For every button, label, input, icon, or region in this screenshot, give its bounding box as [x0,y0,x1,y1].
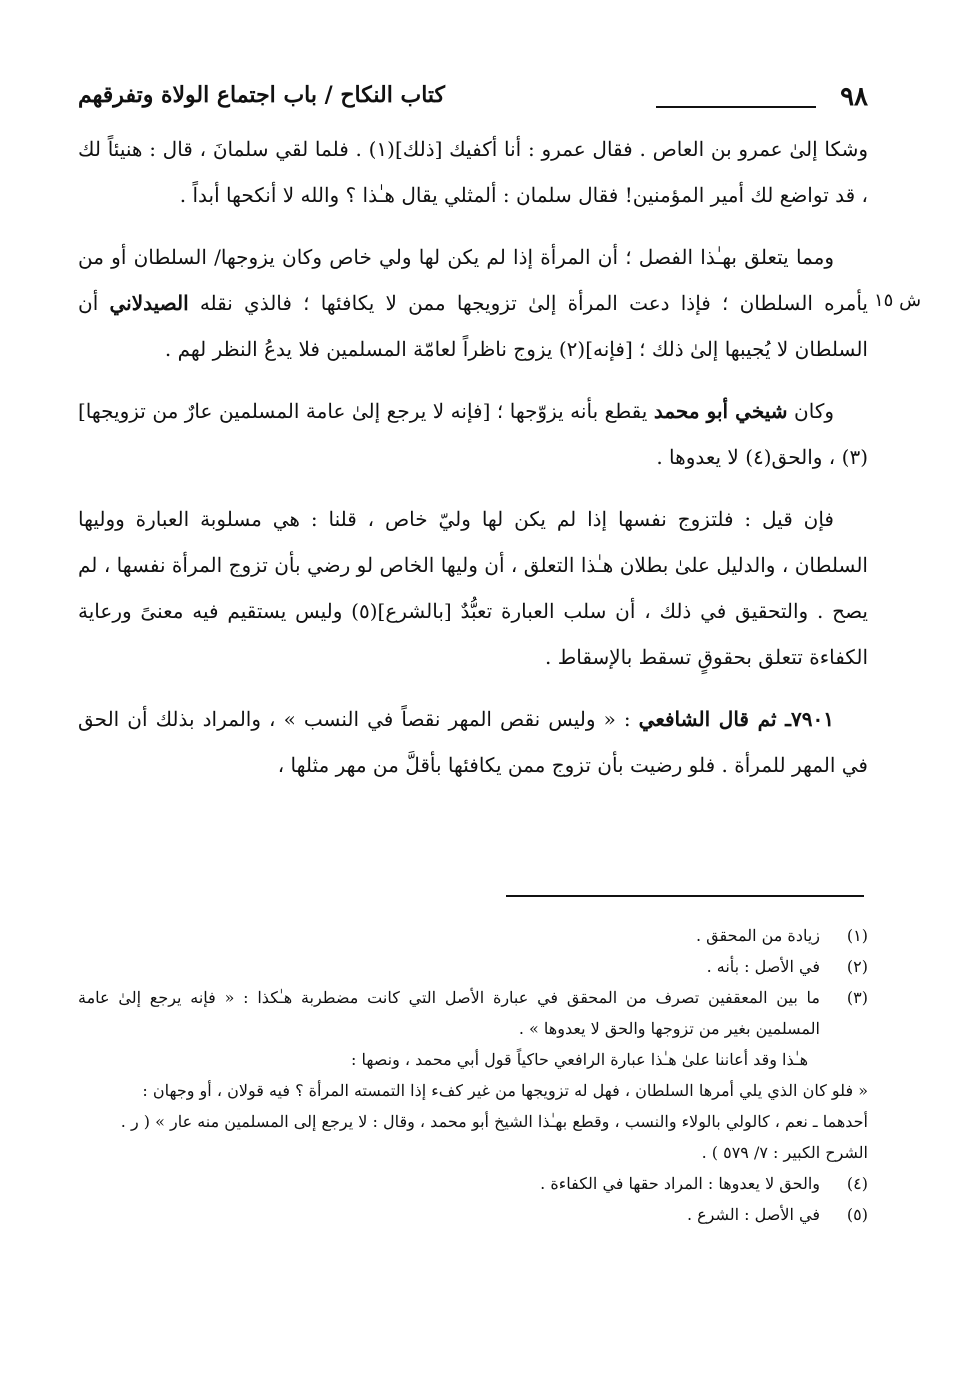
footnote-text: ما بين المعقفين تصرف من المحقق في عبارة الأصل التي كانت مضطربة هـٰكذا : « فإنه يرجع إلىٰ عامة المسلمين بغير من تزوجها والحق لا يعدوها » . [78,988,820,1038]
footnote-number: (٢) [846,957,868,976]
paragraph-3-bold-name: شيخي أبو محمد [653,399,788,423]
footnote-1 [78,920,868,951]
footnote-number: (١) [846,926,868,945]
footnote-number: (٤) [846,1174,868,1193]
footnote-number: (٥) [846,1205,868,1224]
paragraph-4: فإن قيل : فلتزوج نفسها إذا لم يكن لها وليّ خاص ، قلنا : هي مسلوبة العبارة ووليها السلطان ، والدليل علىٰ بطلان هـٰذا التعلق ، أن وليها الخاص لو رضي بأن تزوج المرأة نفسها ، لم يصح . والتحقيق في ذلك ، أن سلب العبارة تعبُّدٌ [بالشرع](٥) وليس يستقيم فيه معنىً ورعاية الكفاءة تتعلق بحقوقٍ تسقط بالإسقاط . [78,507,868,669]
footnotes [78,920,868,1230]
running-title: كتاب النكاح / باب اجتماع الولاة وتفرقهم [78,82,446,108]
main-text [78,126,868,804]
paragraph-2 [78,234,868,372]
paragraph-2-part-1: ومما يتعلق بهـٰذا الفصل ؛ أن المرأة إذا لم يكن لها ولي خاص وكان يزوجها/ السلطان أو من يأمره السلطان ؛ فإذا دعت المرأة إلىٰ تزويجها ممن لا يكافئها ؛ فالذي نقله [78,245,868,315]
running-header [78,78,868,118]
footnote-separator [506,895,864,897]
footnote-3-continuation-3: أحدهما ـ نعم ، كالولي بالولاء والنسب ، وقطع بهـٰذا الشيخ أبو محمد ، وقال : لا يرجع إلى المسلمين منه عار » ( ر . الشرح الكبير : ٧/ ٥٧٩ ) . [120,1112,868,1162]
header-rule [656,106,816,108]
paragraph-3-part-2: يقطع بأنه يزوّجها ؛ [فإنه لا يرجع إلىٰ عامة المسلمين عارٌ من تزويجها](٣) ، والحق(٤) لا يعدوها . [78,399,868,469]
paragraph-2-bold-name: الصيدلاني [109,291,189,315]
footnote-5 [78,1199,868,1230]
paragraph-5-part-2: : « وليس نقص المهر نقصاً في النسب » ، والمراد بذلك أن الحق في المهر للمرأة . فلو رضيت بأن تزوج ممن يكافئها بأقلَّ من مهر مثلها ، [78,707,868,777]
page-number: ٩٨ [840,82,868,112]
footnote-number: (٣) [846,988,868,1007]
footnote-4 [78,1168,868,1199]
footnote-2 [78,951,868,982]
paragraph-1: وشكا إلىٰ عمرو بن العاص . فقال عمرو : أنا أكفيك [ذلك](١) . فلما لقي سلمانَ ، قال : هنيئاً لك ، قد تواضع لك أمير المؤمنين! فقال سلمان : ألمثلي يقال هـٰذا ؟ والله لا أنكحها أبداً . [78,137,868,207]
paragraph-2-part-2: أن السلطان لا يُجيبها إلىٰ ذلك ؛ [فإنه](٢) يزوج ناظراً لعامّة المسلمين فلا يدعُ النظر لهم . [78,291,868,361]
footnote-text: والحق لا يعدوها : المراد حقها في الكفاءة . [540,1174,820,1193]
paragraph-5-bold-lead: ٧٩٠١ـ ثم قال الشافعي [638,707,834,731]
footnote-text: في الأصل : بأنه . [706,957,820,976]
margin-folio-note: ش ١٥ [874,290,922,311]
footnote-text: في الأصل : الشرع . [686,1205,820,1224]
paragraph-3-part-1: وكان [787,399,834,423]
footnote-3 [78,982,868,1044]
paragraph-3 [78,388,868,480]
footnote-3-continuation-2: « فلو كان الذي يلي أمرها السلطان ، فهل له تزويجها من غير كفء إذا التمسته المرأة ؟ فيه قولان ، أو وجهان : [142,1081,868,1100]
footnote-3-continuation-1: هـٰذا وقد أعاننا علىٰ هـٰذا عبارة الرافعي حاكياً قول أبي محمد ، ونصها : [351,1050,808,1069]
paragraph-5 [78,696,868,788]
footnote-text: زيادة من المحقق . [696,926,820,945]
